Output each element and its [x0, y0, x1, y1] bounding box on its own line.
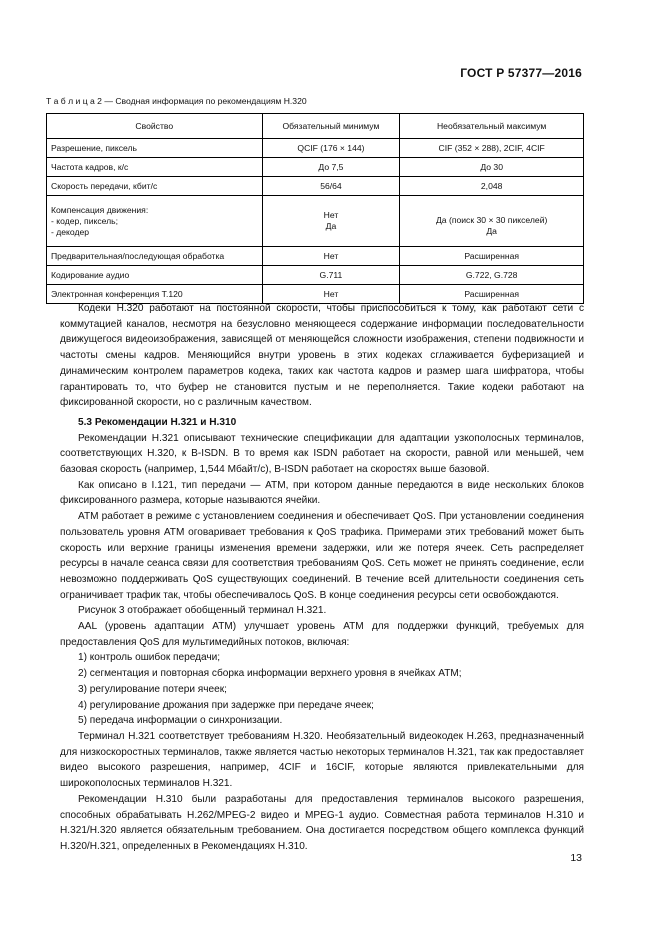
- list-item: 3) регулирование потери ячеек;: [78, 683, 227, 695]
- cell-max: Расширенная: [400, 285, 584, 304]
- paragraph: Рисунок 3 отображает обобщенный терминал H.321.: [78, 605, 327, 617]
- paragraph: Как описано в I.121, тип передачи — АТМ, при котором данные передаются в виде нескольких блоков фиксированного размера, которые называются ячейки.: [60, 479, 584, 507]
- paragraph: Кодеки H.320 работают на постоянной скорости, чтобы приспособиться к тому, как работают сети с коммутацией каналов, несмотря на безусловно меняющееся содержание информации последовательности движущегося видеоизображения, зависящей от меняющейся сложности изображения, степени подвижности и частоты смены кадров. Меняющийся внутри уровень в этих кодеках сглаживается буферизацией и динамическим контролем параметров кодека, таких как частота кадров и размер шага шифратора, чтобы гарантировать то, что буфер не становится пустым и не переполняется. Такие кодеки работают на фиксированной скорости, но с различным качеством.: [60, 303, 584, 409]
- cell-max: До 30: [400, 158, 584, 177]
- cell-property: Разрешение, пиксель: [47, 139, 263, 158]
- document-id: ГОСТ Р 57377—2016: [460, 66, 582, 80]
- cell-min: 56/64: [262, 177, 400, 196]
- list-item: 1) контроль ошибок передачи;: [78, 652, 221, 664]
- table-row: [47, 139, 584, 158]
- table-row: [47, 158, 584, 177]
- paragraph: AAL (уровень адаптации АТМ) улучшает уровень АТМ для поддержки функций, требуемых для предоставления QoS для мультимедийных потоков, включая:: [60, 621, 584, 648]
- cell-min: До 7,5: [262, 158, 400, 177]
- table-caption: Т а б л и ц а 2 — Сводная информация по рекомендациям H.320: [46, 96, 307, 106]
- list-item: 5) передача информации о синхронизации.: [78, 715, 283, 727]
- cell-max: G.722, G.728: [400, 266, 584, 285]
- cell-min: Нет Да: [262, 196, 400, 247]
- list-item: 2) сегментация и повторная сборка информации верхнего уровня в ячейках АТМ;: [78, 668, 462, 680]
- column-header-property: Свойство: [47, 114, 263, 139]
- section-heading: 5.3 Рекомендации H.321 и H.310: [78, 416, 237, 428]
- table-row: [47, 266, 584, 285]
- cell-property: Компенсация движения: - кодер, пиксель; - декодер: [47, 196, 263, 247]
- list-item: 4) регулирование дрожания при задержке при передаче ячеек;: [78, 699, 374, 711]
- cell-min: G.711: [262, 266, 400, 285]
- cell-property: Электронная конференция Т.120: [47, 285, 263, 304]
- summary-table: [46, 113, 584, 304]
- paragraph: Терминал H.321 соответствует требованиям H.320. Необязательный видеокодек H.263, предназначенный для низкоскоростных терминалов, также является частью некоторых терминалов H.321, так как предоставляет видео высокого разрешения, например, 4CIF и 16CIF, которые являются привлекательными для широкополосных терминалов H.321.: [60, 730, 584, 790]
- column-header-min: Обязательный минимум: [262, 114, 400, 139]
- cell-property: Кодирование аудио: [47, 266, 263, 285]
- cell-max: Да (поиск 30 × 30 пикселей) Да: [400, 196, 584, 247]
- body-text: [60, 301, 584, 855]
- table-header-row: [47, 114, 584, 139]
- cell-min: QCIF (176 × 144): [262, 139, 400, 158]
- cell-property: Предварительная/последующая обработка: [47, 247, 263, 266]
- cell-max: 2,048: [400, 177, 584, 196]
- cell-property: Скорость передачи, кбит/с: [47, 177, 263, 196]
- page-number: 13: [570, 852, 582, 864]
- cell-max: Расширенная: [400, 247, 584, 266]
- paragraph: Рекомендации H.321 описывают технические спецификации для адаптации узкополосных терминалов, соответствующих H.320, к B-ISDN. В то время как ISDN работает на скорости, равной или меньшей, чем базовая скорость (например, 1,544 Мбайт/с), B-ISDN работает на скоростях выше базовой.: [60, 432, 584, 476]
- cell-min: Нет: [262, 247, 400, 266]
- table-row: [47, 247, 584, 266]
- paragraph: Рекомендации H.310 были разработаны для предоставления терминалов высокого разрешения, способных обрабатывать H.262/MPEG-2 видео и MPEG-1 аудио. Совместная работа терминалов H.310 и H.321/H.320 является обязательным требованием. Она достигается посредством общего комплекса функций H.320/H.321, определенных в Рекомендациях H.310.: [60, 793, 584, 852]
- cell-property: Частота кадров, к/с: [47, 158, 263, 177]
- table-row: [47, 196, 584, 247]
- column-header-max: Необязательный максимум: [400, 114, 584, 139]
- cell-max: CIF (352 × 288), 2CIF, 4CIF: [400, 139, 584, 158]
- table-row: [47, 177, 584, 196]
- paragraph: АТМ работает в режиме с установлением соединения и обеспечивает QoS. При установлении соединения пользователь уровня АТМ оговаривает требования к QoS трафика. Примерами этих требований может быть скорость или верхние границы изменения времени задержки, или же потеря ячеек. Сеть распределяет ресурсы в начале сеанса связи для соответствия требованиям QoS. Сеть может не принять соединение, если невозможно поддерживать QoS существующих соединений. В течение всей длительности соединения сеть ограничивает трафик так, чтобы обеспечивалось QoS. В конце соединения ресурсы сети освобождаются.: [60, 511, 584, 601]
- cell-min: Нет: [262, 285, 400, 304]
